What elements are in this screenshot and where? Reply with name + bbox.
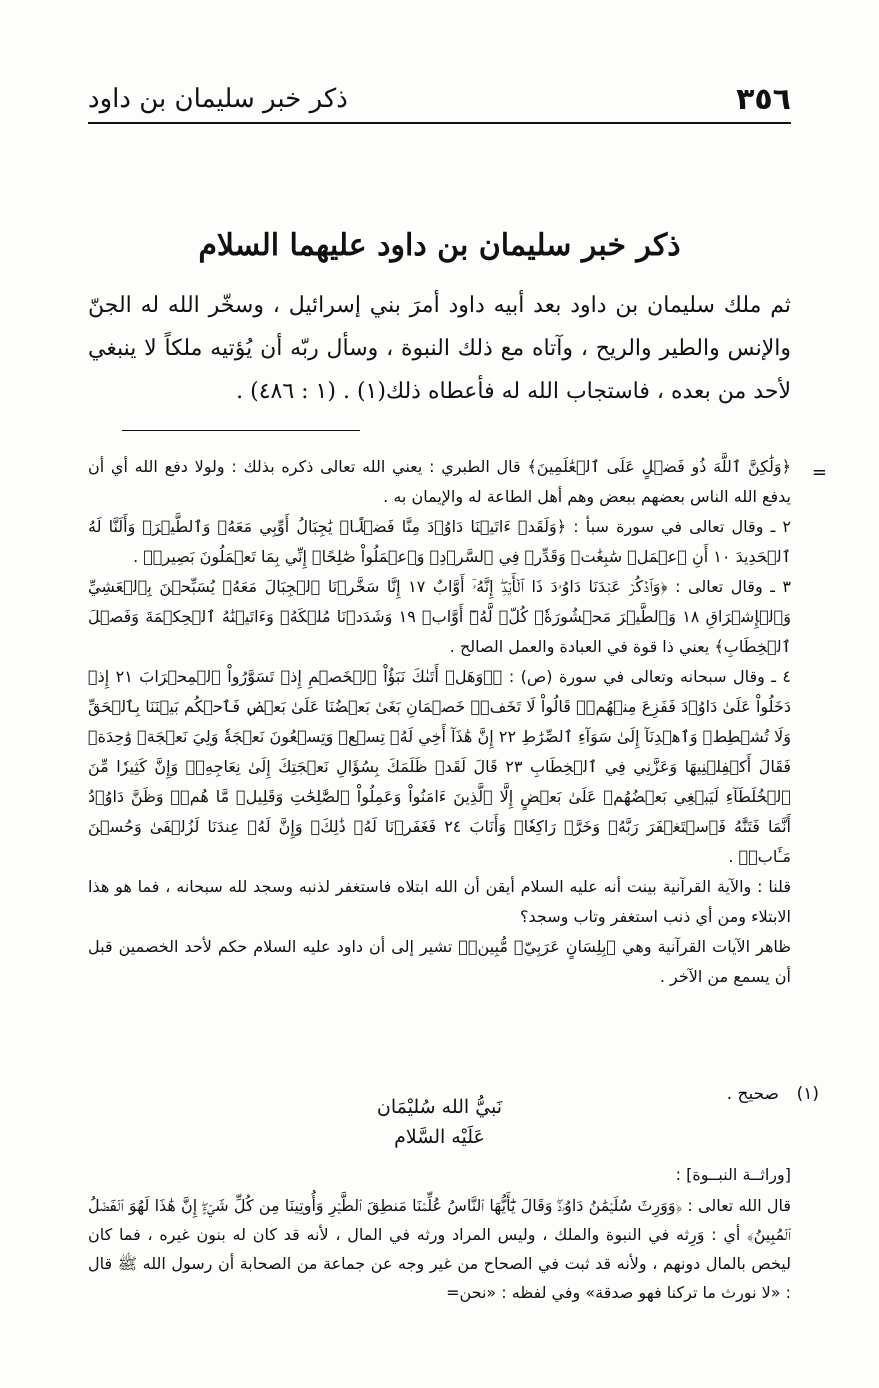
chapter-title-line2: عَلَيْه السَّلام [394, 1126, 485, 1148]
footnote-text: صحيح . [726, 1084, 779, 1104]
annex-block [88, 1160, 791, 1307]
note-paragraph: ٣ ـ وقال تعالى : ﴿وَٱذۡكُرۡ عَبۡدَنَا دَاوُۥدَ ذَا ٱلۡأَيۡدِۖ إِنَّهُۥٓ أَوَّابٌ ١٧ إِنَّا سَخَّرۡنَا ٱلۡجِبَالَ مَعَهُۥ يُسَبِّحۡنَ بِٱلۡعَشِيِّ وَٱلۡإِشۡرَاقِ ١٨ وَٱلطَّيۡرَ مَحۡشُورَةٗۖ كُلّٞ لَّهُۥٓ أَوَّابٞ ١٩ وَشَدَدۡنَا مُلۡكَهُۥ وَءَاتَيۡنَٰهُ ٱلۡحِكۡمَةَ وَفَصۡلَ ٱلۡخِطَابِ﴾ يعني ذا قوة في العبادة والعمل الصالح . [88, 577, 791, 656]
chapter-title-line1: نَبيُّ الله سُليْمَان [376, 1096, 503, 1118]
note-paragraph: ٤ ـ وقال سبحانه وتعالى في سورة (ص) : ﴿۞وَهَلۡ أَتَىٰكَ نَبَؤُاْ ٱلۡخَصۡمِ إِذۡ تَسَوَّرُواْ ٱلۡمِحۡرَابَ ٢١ إِذۡ دَخَلُواْ عَلَىٰ دَاوُۥدَ فَفَزِعَ مِنۡهُمۡۖ قَالُواْ لَا تَخَفۡۖ خَصۡمَانِ بَغَىٰ بَعۡضُنَا عَلَىٰ بَعۡضٖ فَٱحۡكُم بَيۡنَنَا بِٱلۡحَقِّ وَلَا تُشۡطِطۡ وَٱهۡدِنَآ إِلَىٰ سَوَآءِ ٱلصِّرَٰطِ ٢٢ إِنَّ هَٰذَآ أَخِي لَهُۥ تِسۡعٞ وَتِسۡعُونَ نَعۡجَةٗ وَلِيَ نَعۡجَةٞ وَٰحِدَةٞ فَقَالَ أَكۡفِلۡنِيهَا وَعَزَّنِي فِي ٱلۡخِطَابِ ٢٣ قَالَ لَقَدۡ ظَلَمَكَ بِسُؤَالِ نَعۡجَتِكَ إِلَىٰ نِعَاجِهِۦۖ وَإِنَّ كَثِيرٗا مِّنَ ٱلۡخُلَطَآءِ لَيَبۡغِي بَعۡضُهُمۡ عَلَىٰ بَعۡضٍ إِلَّا ٱلَّذِينَ ءَامَنُواْ وَعَمِلُواْ ٱلصَّٰلِحَٰتِ وَقَلِيلٞ مَّا هُمۡۗ وَظَنَّ دَاوُۥدُ أَنَّمَا فَتَنَّٰهُ فَٱسۡتَغۡفَرَ رَبَّهُۥ وَخَرَّۤ رَاكِعٗاۤ وَأَنَابَ ٢٤ فَغَفَرۡنَا لَهُۥ ذَٰلِكَۖ وَإِنَّ لَهُۥ عِندَنَا لَزُلۡفَىٰ وَحُسۡنَ مَـَٔابٖ﴾ . [88, 667, 791, 866]
main-paragraph: ثم ملك سليمان بن داود بعد أبيه داود أمرَ بني إسرائيل ، وسخّر الله له الجنّ والإنس والطير والريح ، وآتاه مع ذلك النبوة ، وسأل ربّه أن يُؤتيه ملكاً لا ينبغي لأحد من بعده ، فاستجاب الله له فأعطاه ذلك(١) . (١ : ٤٨٦) . [88, 293, 791, 404]
footnote-marker: (١) [796, 1084, 819, 1104]
note-paragraph: قلنا : والآية القرآنية بينت أنه عليه السلام أيقن أن الله ابتلاه فاستغفر لذنبه وسجد لله سبحانه ، فما هو هذا الابتلاء ومن أي ذنب استغفر وتاب وسجد؟ [88, 877, 791, 926]
page-number: ٣٥٦ [736, 81, 791, 117]
footnote-divider [122, 430, 360, 431]
annex-heading: [وراثــة النبــوة] : [675, 1165, 791, 1184]
running-header [88, 80, 791, 124]
chapter-title-block [0, 1092, 879, 1152]
notes-block [88, 452, 791, 1082]
continuation-mark: = [811, 462, 827, 483]
note-paragraph: ﴿وَلَٰكِنَّ ٱللَّهَ ذُو فَضۡلٍ عَلَى ٱلۡعَٰلَمِينَ﴾ قال الطبري : يعني الله تعالى ذكره بذلك : ولولا دفع الله أي أن يدفع الله الناس بعضهم ببعض وهم أهل الطاعة له والإيمان به . [88, 457, 791, 506]
running-title: ذكر خبر سليمان بن داود [88, 84, 348, 114]
note-paragraph: ظاهر الآيات القرآنية وهي ﴿بِلِسَانٍ عَرَبِيّٖ مُّبِينٖ﴾ تشير إلى أن داود عليه السلام حكم لأحد الخصمين قبل أن يسمع من الآخر . [88, 937, 791, 986]
section-title: ذكر خبر سليمان بن داود عليهما السلام [198, 228, 681, 263]
annex-text: قال الله تعالى : ﴿وَوَرِثَ سُلَيۡمَٰنُ دَاوُۥدَۖ وَقَالَ يَٰٓأَيُّهَا ٱلنَّاسُ عُلِّمۡنَا مَنطِقَ ٱلطَّيۡرِ وَأُوتِينَا مِن كُلِّ شَيۡءٍۖ إِنَّ هَٰذَا لَهُوَ ٱلۡفَضۡلُ ٱلۡمُبِينُ﴾ أي : وَرِثه في النبوة والملك ، وليس المراد ورثه في المال ، لأنه قد كان له بنون غيره ، فما كان ليخص بالمال دونهم ، ولأنه قد ثبت في الصحاح من غير وجه عن جماعة من الصحابة أن رسول الله ﷺ قال : «لا نورث ما تركنا فهو صدقة» وفي لفظه : «نحن= [88, 1196, 791, 1302]
note-paragraph: ٢ ـ وقال تعالى في سورة سبأ : ﴿وَلَقَدۡ ءَاتَيۡنَا دَاوُۥدَ مِنَّا فَضۡلًاۖ يَٰجِبَالُ أَوِّبِي مَعَهُۥ وَٱلطَّيۡرَۖ وَأَلَنَّا لَهُ ٱلۡحَدِيدَ ١٠ أَنِ ٱعۡمَلۡ سَٰبِغَٰتٖ وَقَدِّرۡ فِي ٱلسَّرۡدِۖ وَٱعۡمَلُواْ صَٰلِحًاۖ إِنِّي بِمَا تَعۡمَلُونَ بَصِيرٞ﴾ . [88, 517, 791, 566]
